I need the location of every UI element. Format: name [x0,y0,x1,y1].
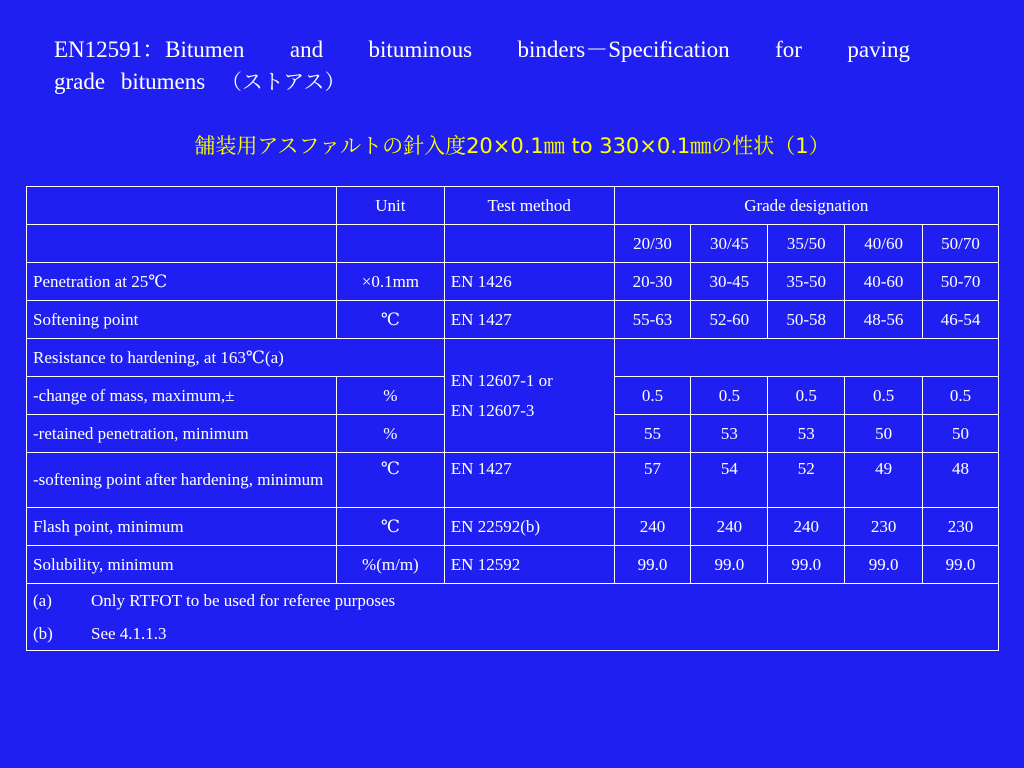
value-cell: 240 [768,508,845,546]
value-cell: 99.0 [768,546,845,584]
title-line-2 [54,66,910,98]
note-label: (b) [33,624,53,643]
table-row [27,339,999,377]
unit-cell: % [336,377,444,415]
value-cell: 0.5 [614,377,691,415]
property-cell: -retained penetration, minimum [27,415,337,453]
header-empty-cell [27,225,337,263]
grade-header: 30/45 [691,225,768,263]
grade-header: 35/50 [768,225,845,263]
title-line-1 [54,34,910,66]
subtitle: 舗装用アスファルトの針入度20×0.1㎜ to 330×0.1㎜の性状（1） [194,134,830,158]
title-jp: （ストアス） [220,70,346,94]
value-cell: 48 [923,453,999,508]
grade-header: 50/70 [923,225,999,263]
value-cell: 99.0 [614,546,691,584]
value-cell: 20-30 [614,263,691,301]
property-cell: Solubility, minimum [27,546,337,584]
title-word: bitumens [120,69,206,94]
title-word: bituminous [368,37,473,62]
value-cell: 48-56 [845,301,923,339]
header-empty-cell [27,187,337,225]
note-text: Only RTFOT to be used for referee purposes [91,591,396,610]
value-cell: 54 [691,453,768,508]
value-cell: 99.0 [691,546,768,584]
note-text: See 4.1.1.3 [91,624,167,643]
method-line: EN 12607-3 [450,400,535,420]
method-cell: EN 1426 [444,263,614,301]
unit-cell: ℃ [336,453,444,508]
value-cell: 240 [614,508,691,546]
header-unit: Unit [336,187,444,225]
method-line: EN 12607-1 or [450,370,553,390]
unit-cell: ℃ [336,301,444,339]
unit-cell: % [336,415,444,453]
value-cell: 0.5 [768,377,845,415]
table-row [27,263,999,301]
title-word: grade [54,69,106,94]
value-cell: 50 [845,415,923,453]
value-cell: 0.5 [845,377,923,415]
value-cell: 50 [923,415,999,453]
note-label: (a) [33,591,52,610]
notes-cell [27,584,999,651]
value-cell: 99.0 [923,546,999,584]
title-word: binders－Specification [517,37,730,62]
value-cell: 49 [845,453,923,508]
value-cell: 40-60 [845,263,923,301]
value-cell: 50-70 [923,263,999,301]
method-cell: EN 1427 [444,301,614,339]
header-grade-designation: Grade designation [614,187,998,225]
property-cell: -change of mass, maximum,± [27,377,337,415]
table-row [27,508,999,546]
header-test-method: Test method [444,187,614,225]
title-word: EN12591：Bitumen [54,37,245,62]
spec-table [26,186,999,651]
hardening-header: Resistance to hardening, at 163℃(a) [27,339,445,377]
value-cell: 53 [768,415,845,453]
unit-cell: ℃ [336,508,444,546]
value-cell: 53 [691,415,768,453]
value-cell: 230 [923,508,999,546]
note [33,617,992,650]
value-cell: 50-58 [768,301,845,339]
grade-header-row [27,225,999,263]
value-cell: 52 [768,453,845,508]
table-row [27,453,999,508]
value-cell: 57 [614,453,691,508]
title-word: and [289,37,324,62]
method-cell: EN 1427 [444,453,614,508]
header-empty-cell [444,225,614,263]
property-cell: Flash point, minimum [27,508,337,546]
method-cell: EN 12592 [444,546,614,584]
header-empty-cell [336,225,444,263]
value-cell: 55 [614,415,691,453]
grade-header: 20/30 [614,225,691,263]
title-word: paving [847,37,910,62]
hardening-method-cell [444,339,614,453]
empty-cell [614,339,998,377]
unit-cell: ×0.1mm [336,263,444,301]
grade-header: 40/60 [845,225,923,263]
table-header-row [27,187,999,225]
value-cell: 46-54 [923,301,999,339]
slide-title [54,34,910,98]
value-cell: 52-60 [691,301,768,339]
value-cell: 30-45 [691,263,768,301]
notes-row [27,584,999,651]
value-cell: 35-50 [768,263,845,301]
note [33,584,992,617]
value-cell: 0.5 [691,377,768,415]
value-cell: 230 [845,508,923,546]
value-cell: 240 [691,508,768,546]
property-cell: -softening point after hardening, minimum [27,453,337,508]
value-cell: 0.5 [923,377,999,415]
property-cell: Softening point [27,301,337,339]
table-row [27,546,999,584]
title-word: for [775,37,802,62]
value-cell: 55-63 [614,301,691,339]
unit-cell: %(m/m) [336,546,444,584]
table-row [27,301,999,339]
property-cell: Penetration at 25℃ [27,263,337,301]
method-cell: EN 22592(b) [444,508,614,546]
value-cell: 99.0 [845,546,923,584]
